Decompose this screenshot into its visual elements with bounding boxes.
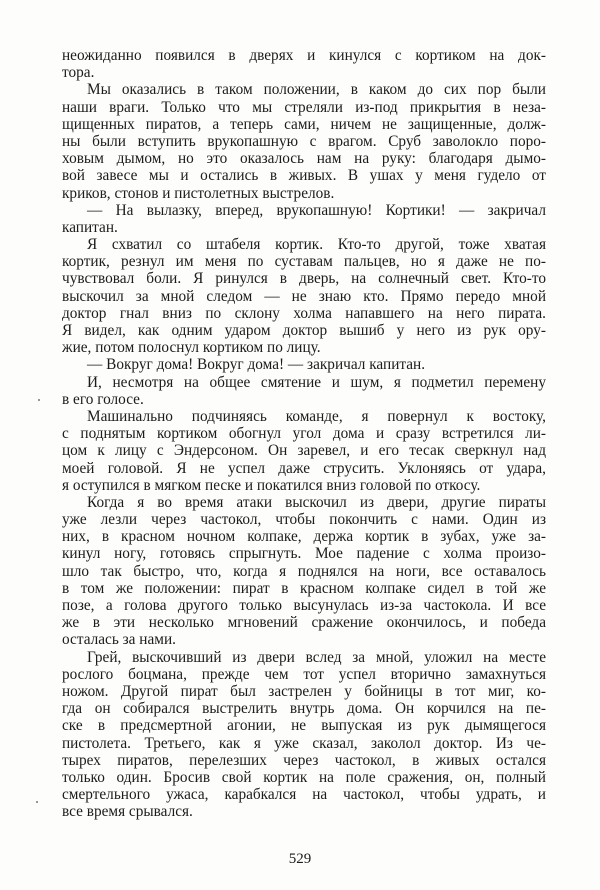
text-line: И, несмотря на общее смятение и шум, я подметил перемену <box>87 373 546 391</box>
text-line: криков, стонов и пистолетных выстрелов. <box>62 184 335 202</box>
text-line: жие, потом полоснул кортиком по лицу. <box>62 339 321 357</box>
text-line: только один. Бросив свой кортик на поле сражения, он, полный <box>62 768 546 786</box>
paragraph <box>62 81 546 201</box>
paragraph <box>62 202 546 236</box>
text-line: ны были вступить врукопашную с врагом. Сруб заволокло поро- <box>62 132 546 150</box>
text-line: я оступился в мягком песке и покатился вниз головой по откосу. <box>62 476 481 494</box>
text-line: Грей, выскочивший из двери вслед за мной, уложил на месте <box>87 648 546 666</box>
paragraph <box>62 408 546 494</box>
text-line: Я схватил со штабеля кортик. Кто-то другой, тоже хватая <box>87 236 546 254</box>
paragraph <box>62 374 546 408</box>
text-line: в его голосе. <box>62 390 144 408</box>
text-line: с поднятым кортиком обогнул угол дома и сразу встретился ли- <box>62 425 546 443</box>
text-line: неожиданно появился в дверях и кинулся с кортиком на док- <box>62 47 546 64</box>
paragraph <box>62 356 546 373</box>
text-line: Когда я во время атаки выскочил из двери, другие пираты <box>87 493 546 511</box>
text-line: же в эти несколько мгновений сражение окончилось, и победа <box>62 614 546 632</box>
text-line: чувствовал боли. Я ринулся в дверь, на солнечный свет. Кто-то <box>62 270 546 288</box>
text-line: цом к лицу с Эндерсоном. Он заревел, и его тесак сверкнул над <box>62 442 546 460</box>
text-line: щищенных пиратов, а теперь сами, ничем не защищенные, долж- <box>62 115 546 133</box>
text-line: них, в красном ночном колпаке, держа кортик в зубах, уже за- <box>62 528 546 546</box>
page-number: 529 <box>288 851 312 867</box>
text-line: все время срывался. <box>62 803 193 821</box>
paragraph <box>62 236 546 356</box>
text-line: шло так быстро, что, когда я поднялся на ноги, все оставалось <box>62 562 546 580</box>
paragraph <box>62 47 546 81</box>
text-line: Машинально подчиняясь команде, я повернул к востоку, <box>87 407 546 425</box>
page-body-text <box>62 47 546 820</box>
text-line: ховым дымом, но это оказалось нам на руку: благодаря дымо- <box>62 150 546 168</box>
text-line: ножом. Другой пират был застрелен у бойницы в тот миг, ко- <box>62 682 546 700</box>
paragraph <box>62 494 546 649</box>
text-line: в том же положении: пират в красном колпаке сидел в той же <box>62 579 546 597</box>
text-line: выскочил за мной следом — не знаю кто. Прямо передо мной <box>62 287 546 305</box>
text-line: вой завесе мы и остались в живых. В ушах у меня гудело от <box>62 167 546 185</box>
text-line: — На вылазку, вперед, врукопашную! Кортики! — закричал <box>87 201 546 219</box>
text-line: уже лезли через частокол, чтобы покончить с нами. Один из <box>62 511 546 529</box>
text-line: наши враги. Только что мы стреляли из-под прикрытия в неза- <box>62 98 546 116</box>
text-line: доктор гнал вниз по склону холма напавшего на него пирата. <box>62 304 546 322</box>
text-line: пистолета. Третьего, как я уже сказал, заколол доктор. Из че- <box>62 734 546 752</box>
paragraph <box>62 649 546 821</box>
text-line: ске в предсмертной агонии, не выпуская из рук дымящегося <box>62 717 546 735</box>
text-line: позе, а голова другого только высунулась из-за частокола. И все <box>62 597 546 614</box>
text-line: капитан. <box>62 218 118 236</box>
text-line: кинул ногу, готовясь спрыгнуть. Мое падение с холма произо- <box>62 545 546 563</box>
scan-speck <box>36 801 38 803</box>
text-line: тора. <box>62 64 95 82</box>
text-line: рослого боцмана, прежде чем тот успел вторично замахнуться <box>62 665 546 683</box>
text-line: кортик, резнул им меня по суставам пальцев, но я даже не по- <box>62 253 546 271</box>
text-line: Мы оказались в таком положении, в каком до сих пор были <box>87 81 546 99</box>
text-line: осталась за нами. <box>62 631 176 649</box>
text-line: смертельного ужаса, карабкался на частокол, чтобы удрать, и <box>62 786 546 804</box>
text-line: тырех пиратов, перелезших через частокол, в живых остался <box>62 751 546 769</box>
scan-speck <box>38 399 40 401</box>
text-line: моей головой. Я не успел даже струсить. Уклоняясь от удара, <box>62 459 546 477</box>
text-line: Я видел, как одним ударом доктор вышиб у него из рук ору- <box>62 322 546 339</box>
text-line: гда он собирался выстрелить внутрь дома. Он корчился на пе- <box>62 700 546 718</box>
text-line: — Вокруг дома! Вокруг дома! — закричал капитан. <box>87 356 426 374</box>
